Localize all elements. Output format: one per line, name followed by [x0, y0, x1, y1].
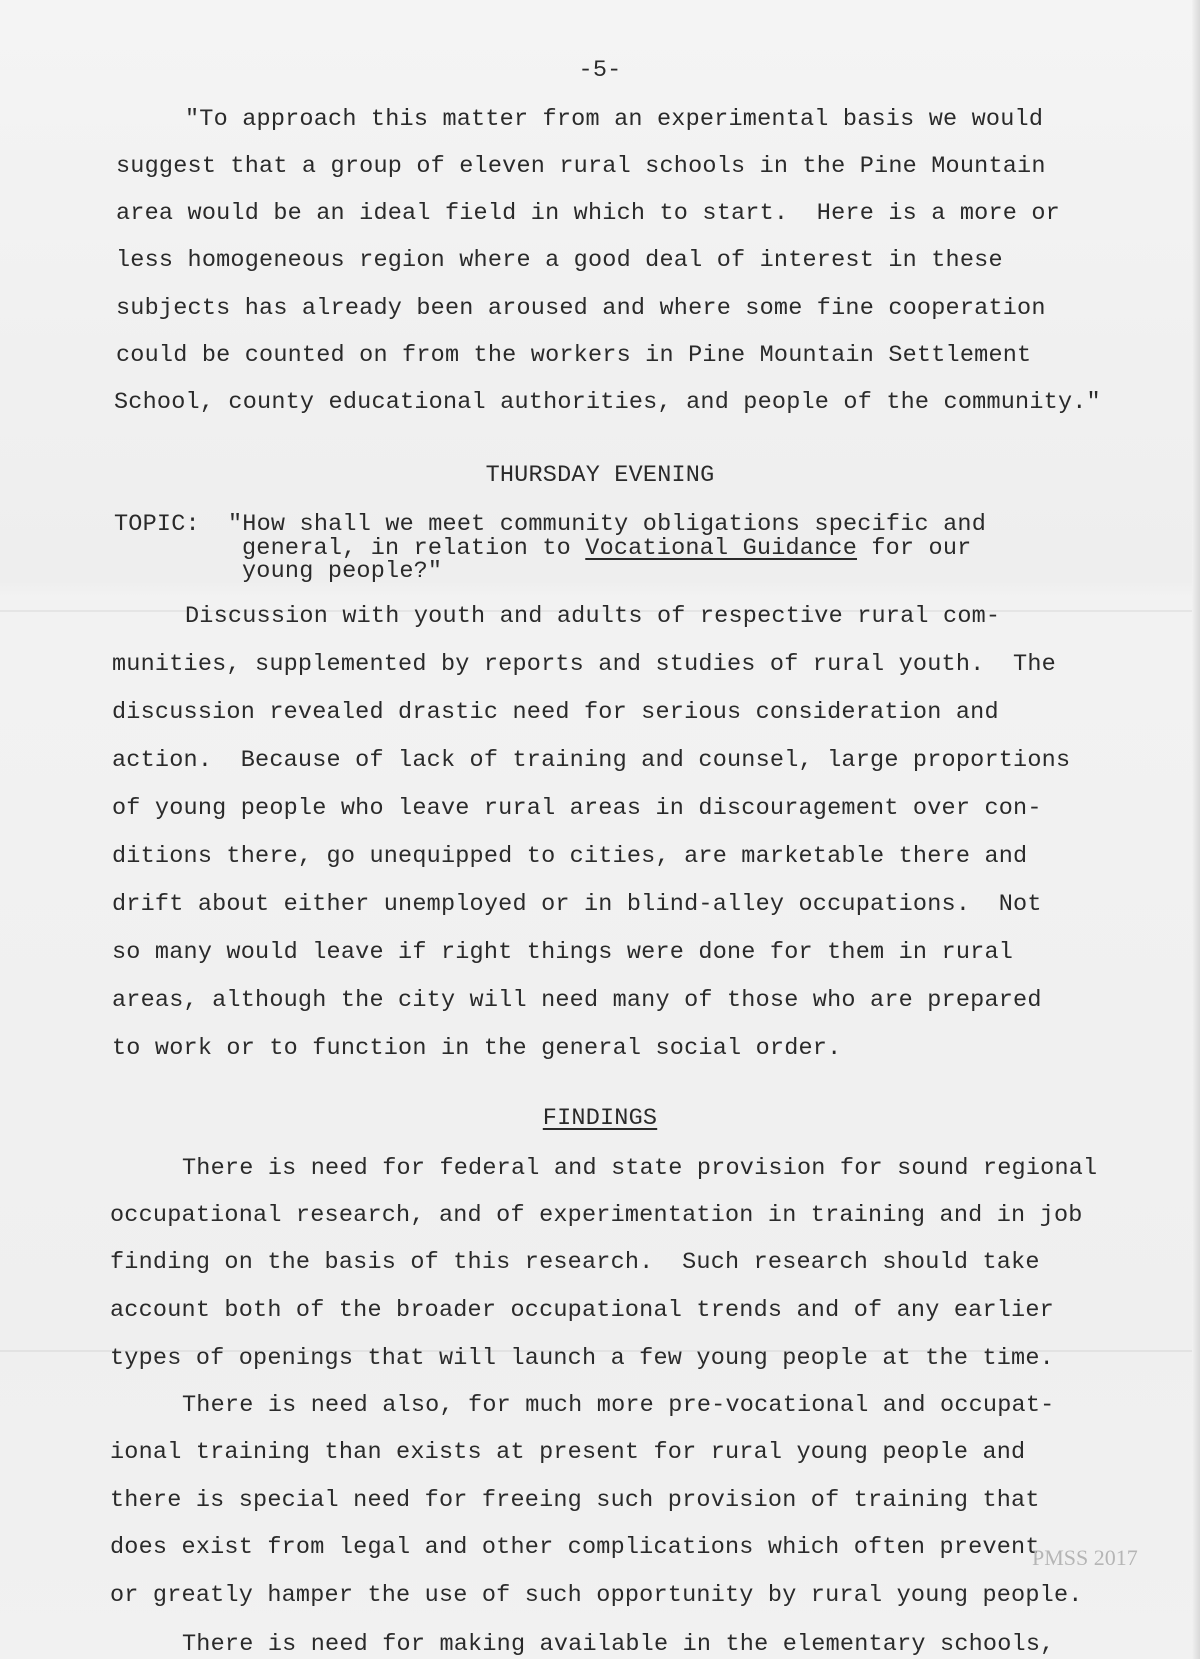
text-line: School, county educational authorities, and people of the community."	[114, 389, 1101, 416]
topic-text: general, in relation to	[242, 535, 586, 562]
text-line: drift about either unemployed or in blind-alley occupations. Not	[112, 891, 1042, 918]
text-line: discussion revealed drastic need for serious consideration and	[112, 699, 999, 726]
text-line: finding on the basis of this research. Such research should take	[110, 1249, 1040, 1276]
text-line: action. Because of lack of training and counsel, large proportions	[112, 747, 1071, 774]
text-line: Discussion with youth and adults of respective rural com-	[185, 603, 1001, 630]
topic-underlined-term: Vocational Guidance	[585, 535, 858, 562]
section-heading-thursday-evening: THURSDAY EVENING	[485, 462, 715, 489]
text-line: ditions there, go unequipped to cities, are marketable there and	[112, 843, 1028, 870]
text-line: less homogeneous region where a good deal of interest in these	[116, 247, 1003, 274]
topic-label: TOPIC:	[114, 511, 200, 538]
text-line: suggest that a group of eleven rural schools in the Pine Mountain	[116, 153, 1046, 180]
section-heading-findings: FINDINGS	[542, 1105, 658, 1132]
watermark: PMSS 2017	[1032, 1545, 1138, 1570]
text-line: There is need for federal and state provision for sound regional	[182, 1155, 1098, 1182]
text-line: occupational research, and of experimentation in training and in job	[110, 1202, 1083, 1229]
text-line: or greatly hamper the use of such opportunity by rural young people.	[110, 1582, 1083, 1609]
topic-line: "How shall we meet community obligations specific and	[228, 511, 987, 538]
text-line: does exist from legal and other complications which often prevent	[110, 1534, 1040, 1561]
topic-line: young people?"	[242, 558, 443, 585]
page-number: -5-	[578, 57, 622, 84]
text-line: There is need for making available in the elementary schools,	[182, 1631, 1055, 1658]
text-line: areas, although the city will need many of those who are prepared	[112, 987, 1042, 1014]
text-line: of young people who leave rural areas in discouragement over con-	[112, 795, 1042, 822]
text-line: types of openings that will launch a few young people at the time.	[110, 1345, 1054, 1372]
text-line: could be counted on from the workers in Pine Mountain Settlement	[116, 342, 1032, 369]
text-line: there is special need for freeing such provision of training that	[110, 1487, 1040, 1514]
text-line: account both of the broader occupational trends and of any earlier	[110, 1297, 1054, 1324]
topic-text: for our	[857, 535, 972, 562]
text-line: area would be an ideal field in which to start. Here is a more or	[116, 200, 1060, 227]
text-line: ional training than exists at present for rural young people and	[110, 1439, 1026, 1466]
text-line: to work or to function in the general social order.	[112, 1035, 842, 1062]
text-line: so many would leave if right things were done for them in rural	[112, 939, 1014, 966]
text-line: subjects has already been aroused and where some fine cooperation	[116, 295, 1046, 322]
text-line: munities, supplemented by reports and studies of rural youth. The	[112, 651, 1056, 678]
text-line: There is need also, for much more pre-vocational and occupat-	[182, 1392, 1055, 1419]
text-line: "To approach this matter from an experimental basis we would	[185, 106, 1044, 133]
page-edge	[1192, 0, 1200, 1659]
